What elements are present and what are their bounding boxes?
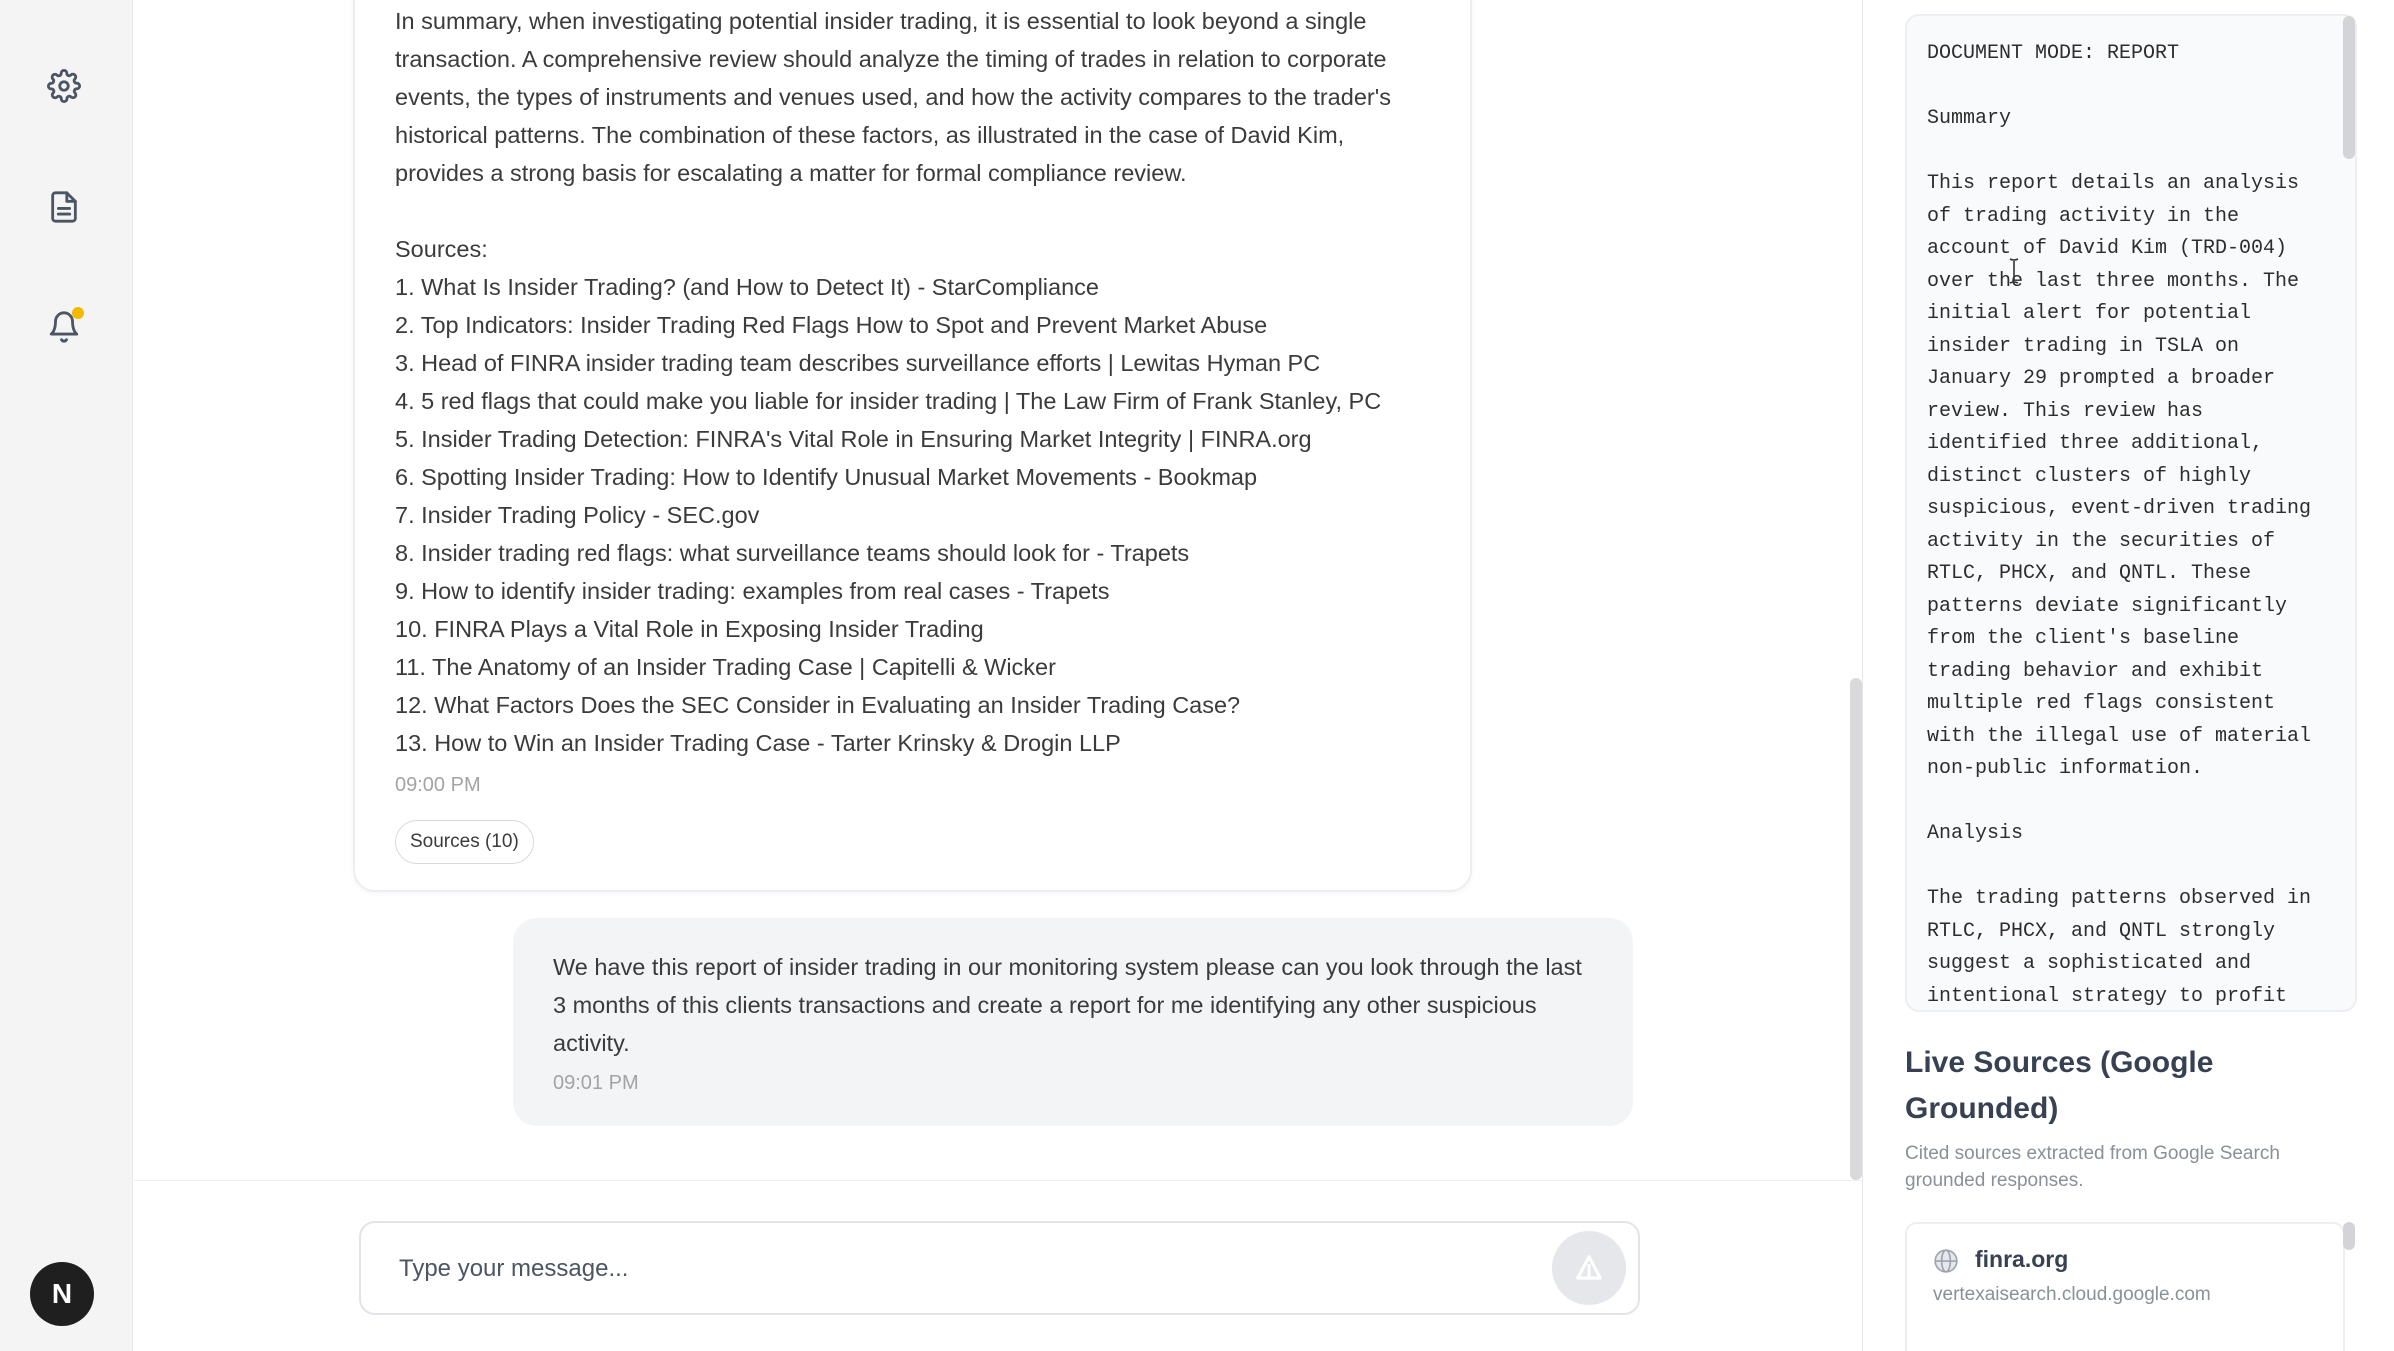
chat-panel [134,0,1862,1351]
message-composer [359,1221,1640,1315]
user-message [513,918,1633,1126]
source-item: 3. Head of FINRA insider trading team describes surveillance efforts | Lewitas Hyman PC [395,350,1321,376]
sources-chip-button[interactable]: Sources (10) [395,820,534,864]
source-item: 2. Top Indicators: Insider Trading Red Flags How to Spot and Prevent Market Abuse [395,312,1268,338]
document-icon [47,190,81,224]
notification-dot [72,307,84,319]
assistant-message [353,0,1472,892]
source-item: 5. Insider Trading Detection: FINRA's Vital Role in Ensuring Market Integrity | FINRA.org [395,426,1312,452]
live-sources-title: Live Sources (Google Grounded) [1905,1046,2214,1125]
source-item: 11. The Anatomy of an Insider Trading Case | Capitelli & Wicker [395,654,1056,680]
sources-list [395,268,1381,762]
send-icon [1574,1253,1604,1283]
right-panel [1862,0,2394,1351]
documents-button[interactable] [38,181,90,233]
notifications-button[interactable] [38,301,90,353]
user-avatar[interactable]: N [30,1262,94,1326]
message-list[interactable] [134,0,1862,1180]
source-item: 8. Insider trading red flags: what surveillance teams should look for - Trapets [395,540,1190,566]
user-message-time: 09:01 PM [553,1072,639,1094]
document-text: DOCUMENT MODE: REPORT Summary This report details an analysis of trading activity in the account of David Kim (TRD-004) over the last three months. The initial alert for potential insider trading in TSLA on January 29 prompted a broader review. This review has identified three additional, distinct clusters of highly suspicious, event-driven trading activity in the securities of RTLC, PHCX, and QNTL. These patterns deviate significantly from the client's baseline trading behavior and exhibit multiple red flags consistent with the illegal use of material non-public information. Analysis The trading patterns observed in RTLC, PHCX, and QNTL strongly suggest a sophisticated and intentional strategy to profit [1927,42,2312,1008]
source-item: 6. Spotting Insider Trading: How to Identify Unusual Market Movements - Bookmap [395,464,1258,490]
assistant-message-summary: In summary, when investigating potential insider trading, it is essential to look beyond a single transaction. A comprehensive review should analyze the timing of trades in relation to corporate events, the types of instruments and venues used, and how the activity compares to the trader's historical patterns. The combination of these factors, as illustrated in the case of David Kim, provides a strong basis for escalating a matter for formal compliance review. [395,8,1391,186]
source-item: 9. How to identify insider trading: examples from real cases - Trapets [395,578,1110,604]
document-preview[interactable] [1905,14,2357,1012]
message-input[interactable] [399,1245,1499,1293]
globe-icon [1933,1248,1959,1274]
live-source-card[interactable] [1905,1222,2345,1351]
chat-scrollbar[interactable] [1850,678,1862,1180]
user-message-text: We have this report of insider trading in our monitoring system please can you look through the last 3 months of this clients transactions and create a report for me identifying any other suspicious activity. [553,954,1582,1056]
composer-area [134,1180,1862,1351]
assistant-message-time: 09:00 PM [395,774,481,796]
settings-button[interactable] [38,60,90,112]
document-scrollbar[interactable] [2343,16,2355,159]
live-source-name: finra.org [1975,1246,2069,1272]
text-cursor-icon [2008,258,2020,284]
gear-icon [47,69,81,103]
source-item: 1. What Is Insider Trading? (and How to Detect It) - StarCompliance [395,274,1099,300]
source-item: 7. Insider Trading Policy - SEC.gov [395,502,760,528]
send-button[interactable] [1552,1231,1626,1305]
sources-heading: Sources: [395,236,488,262]
source-item: 4. 5 red flags that could make you liable for insider trading | The Law Firm of Frank Stanley, PC [395,388,1382,414]
source-item: 12. What Factors Does the SEC Consider in Evaluating an Insider Trading Case? [395,692,1241,718]
live-source-url: vertexaisearch.cloud.google.com [1933,1284,2211,1305]
left-rail [0,0,133,1351]
source-item: 10. FINRA Plays a Vital Role in Exposing Insider Trading [395,616,984,642]
sources-scrollbar[interactable] [2343,1222,2355,1250]
live-sources-subtitle: Cited sources extracted from Google Search grounded responses. [1905,1143,2280,1191]
source-item: 13. How to Win an Insider Trading Case - Tarter Krinsky & Drogin LLP [395,730,1121,756]
